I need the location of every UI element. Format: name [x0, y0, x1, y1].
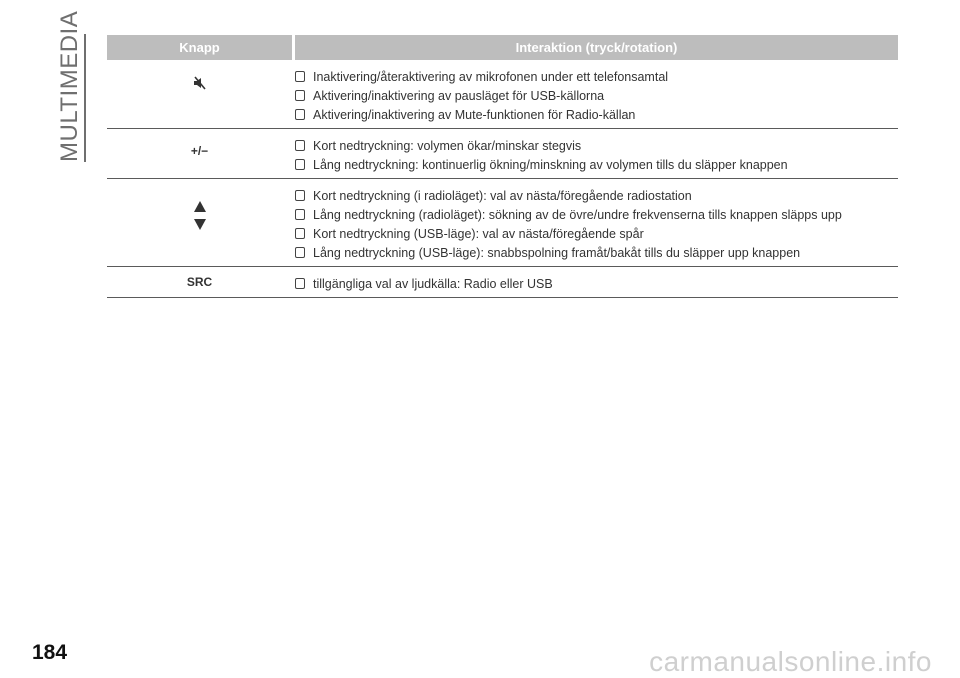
checkbox-bullet-icon — [295, 140, 305, 151]
section-title: MULTIMEDIA — [56, 10, 83, 162]
controls-table — [107, 35, 898, 298]
checkbox-bullet-icon — [295, 278, 305, 289]
list-item: Kort nedtryckning: volymen ökar/minskar stegvis — [295, 136, 898, 155]
interaction-cell — [292, 129, 898, 178]
list-item: Inaktivering/återaktivering av mikrofonen under ett telefonsamtal — [295, 67, 898, 86]
list-item: Lång nedtryckning (radioläget): sökning av de övre/undre frekvenserna tills knappen släpps upp — [295, 205, 898, 224]
interaction-cell — [292, 60, 898, 128]
checkbox-bullet-icon — [295, 109, 305, 120]
mute-microphone-icon — [193, 76, 207, 90]
button-cell — [107, 179, 292, 266]
header-button: Knapp — [179, 40, 220, 55]
table-header — [107, 35, 898, 60]
checkbox-bullet-icon — [295, 209, 305, 220]
button-cell — [107, 129, 292, 178]
table-row — [107, 129, 898, 179]
checkbox-bullet-icon — [295, 247, 305, 258]
list-item: Kort nedtryckning (USB-läge): val av nästa/föregående spår — [295, 224, 898, 243]
checkbox-bullet-icon — [295, 159, 305, 170]
checkbox-bullet-icon — [295, 90, 305, 101]
checkbox-bullet-icon — [295, 71, 305, 82]
button-cell — [107, 60, 292, 128]
list-item: tillgängliga val av ljudkälla: Radio eller USB — [295, 274, 898, 293]
list-item: Lång nedtryckning: kontinuerlig ökning/minskning av volymen tills du släpper knappen — [295, 155, 898, 174]
table-row — [107, 267, 898, 298]
watermark: carmanualsonline.info — [649, 646, 932, 677]
list-item: Lång nedtryckning (USB-läge): snabbspolning framåt/bakåt tills du släpper upp knappen — [295, 243, 898, 262]
section-divider — [84, 34, 86, 162]
list-item: Aktivering/inaktivering av pausläget för USB-källorna — [295, 86, 898, 105]
src-button-label: SRC — [186, 275, 213, 289]
header-interaction: Interaktion (tryck/rotation) — [515, 40, 678, 55]
checkbox-bullet-icon — [295, 190, 305, 201]
list-item: Aktivering/inaktivering av Mute-funktionen för Radio-källan — [295, 105, 898, 124]
checkbox-bullet-icon — [295, 228, 305, 239]
interaction-cell — [292, 267, 898, 297]
button-cell — [107, 267, 292, 297]
table-row — [107, 60, 898, 129]
page-number: 184 — [32, 641, 68, 664]
down-arrow-icon — [194, 219, 206, 230]
volume-button-label: +/− — [190, 144, 209, 158]
up-arrow-icon — [194, 201, 206, 212]
interaction-cell — [292, 179, 898, 266]
list-item: Kort nedtryckning (i radioläget): val av nästa/föregående radiostation — [295, 186, 898, 205]
table-row — [107, 179, 898, 267]
